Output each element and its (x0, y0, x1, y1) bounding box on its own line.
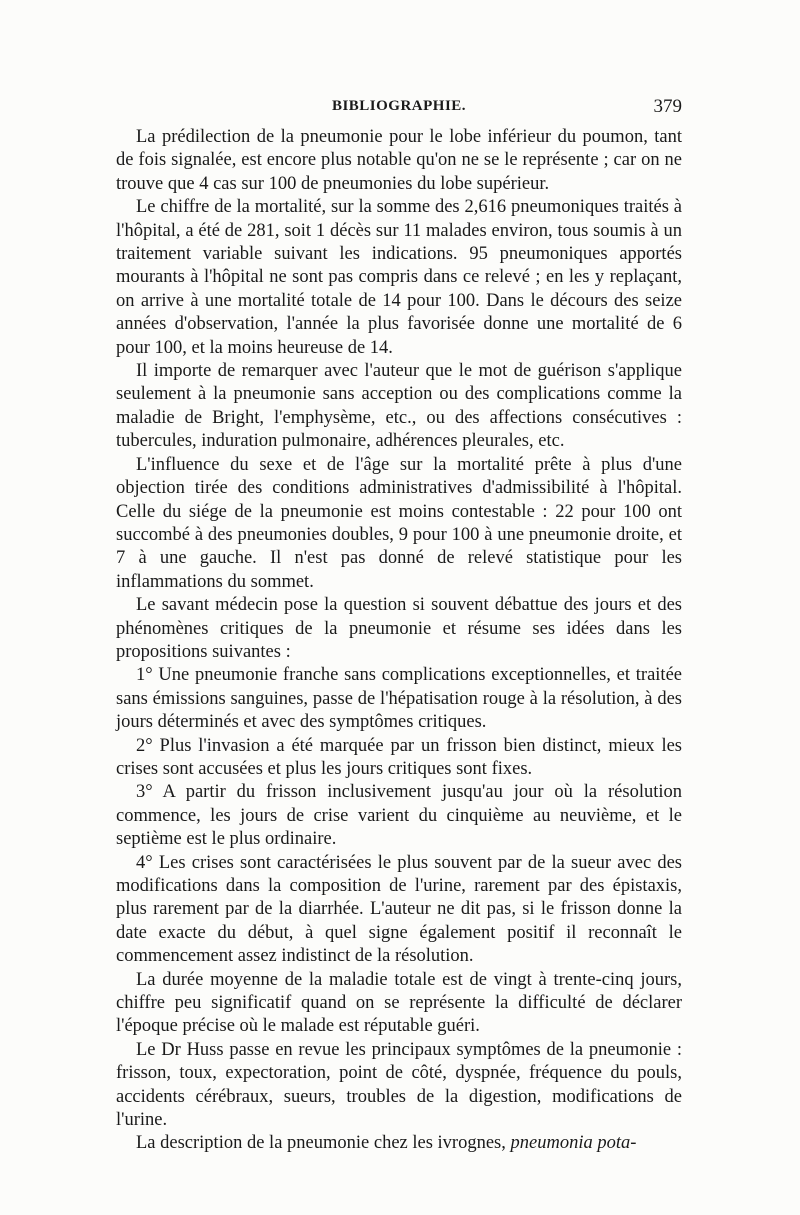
paragraph-duration: La durée moyenne de la maladie totale est de vingt à trente-cinq jours, chiffre peu significatif quand on se représente la difficulté de déclarer l'époque précise où le malade est réputable guéri. (116, 969, 682, 1037)
proposition-1: 1° Une pneumonie franche sans complications exceptionnelles, et traitée sans émissions sanguines, passe de l'hépatisation rouge à la résolution, à des jours déterminés et avec des symptômes critiques. (116, 665, 682, 733)
paragraph-critical-days: Le savant médecin pose la question si souvent débattue des jours et des phénomènes critiques de la pneumonie et résume ses idées dans les propositions suivantes : (116, 595, 682, 662)
paragraph-cure-definition: Il importe de remarquer avec l'auteur que le mot de guérison s'applique seulement à la pneumonie sans acception ou des complications comme la maladie de Bright, l'emphysème, etc., ou des affections consécutives : tubercules, induration pulmonaire, adhérences pleurales, etc. (116, 361, 682, 452)
paragraph-drunkards (116, 1132, 682, 1155)
paragraph-lobe-predilection: La prédilection de la pneumonie pour le lobe inférieur du poumon, tant de fois signalée, est encore plus notable qu'on ne se le représente ; car on ne trouve que 4 cas sur 100 de pneumonies du lobe supérieur. (116, 127, 682, 194)
paragraph-drunkards-italic: pneumonia pota- (510, 1133, 637, 1154)
proposition-2: 2° Plus l'invasion a été marquée par un frisson bien distinct, mieux les crises sont accusées et plus les jours critiques sont fixes. (116, 735, 682, 779)
page-header (116, 98, 682, 122)
paragraph-mortality: Le chiffre de la mortalité, sur la somme des 2,616 pneumoniques traités à l'hôpital, a été de 281, soit 1 décès sur 11 malades environ, tous soumis à un traitement variable suivant les indications. 95 pneumoniques apportés mourants à l'hôpital ne sont pas compris dans ce relevé ; en les y replaçant, on arrive à une mortalité totale de 14 pour 100. Dans le décours des seize années d'observation, l'année la plus favorisée donne une mortalité de 6 pour 100, et la moins heureuse de 14. (116, 197, 682, 358)
paragraph-drunkards-lead: La description de la pneumonie chez les ivrognes, (136, 1133, 506, 1154)
running-title: BIBLIOGRAPHIE. (331, 98, 467, 114)
paragraph-symptoms: Le Dr Huss passe en revue les principaux symptômes de la pneumonie : frisson, toux, expectoration, point de côté, dyspnée, fréquence du pouls, accidents cérébraux, sueurs, troubles de la digestion, modifications de l'urine. (116, 1039, 682, 1131)
proposition-3: 3° A partir du frisson inclusivement jusqu'au jour où la résolution commence, les jours de crise varient du cinquième au neuvième, et le septième est le plus ordinaire. (116, 782, 682, 850)
proposition-4: 4° Les crises sont caractérisées le plus souvent par de la sueur avec des modifications dans la composition de l'urine, rarement par des épistaxis, plus rarement par de la diarrhée. L'auteur ne dit pas, si le frisson donne la date exacte du début, à quel signe également positif il reconnaît le commencement assez indistinct de la résolution. (116, 852, 682, 967)
page-number: 379 (653, 96, 682, 117)
page-body (116, 126, 682, 1156)
paragraph-sex-age-influence: L'influence du sexe et de l'âge sur la mortalité prête à plus d'une objection tirée des conditions administratives d'admissibilité à l'hôpital. Celle du siége de la pneumonie est moins contestable : 22 pour 100 ont succombé à des pneumonies doubles, 9 pour 100 à une pneumonie droite, et 7 à une gauche. Il n'est pas donné de relevé statistique pour les inflammations du sommet. (116, 454, 682, 592)
